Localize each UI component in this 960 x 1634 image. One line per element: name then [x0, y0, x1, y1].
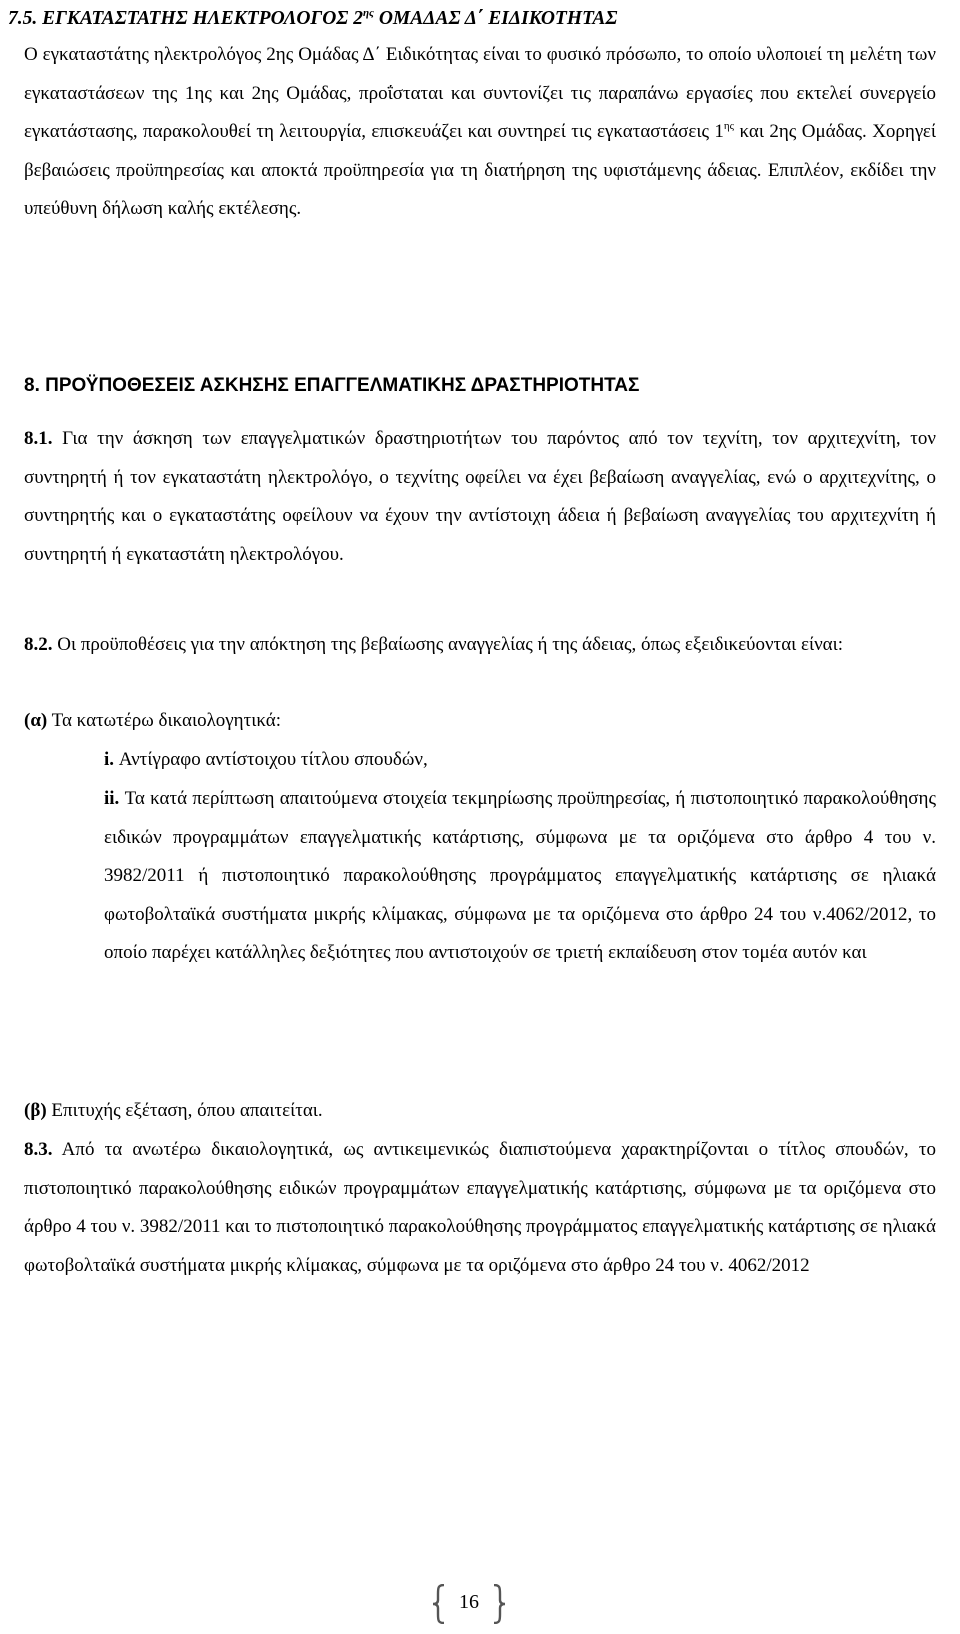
title-post: ΟΜΑΔΑΣ Δ΄ ΕΙΔΙΚΟΤΗΤΑΣ [373, 8, 618, 29]
item-i-text: Αντίγραφο αντίστοιχου τίτλου σπουδών, [114, 749, 428, 770]
body-pre: Ο εγκαταστάτης ηλεκτρολόγος 2ης Ομάδας Δ΄ Ειδικότητας είναι το φυσικό πρόσωπο, το οποίο υλοποιεί τη μελέτη των εγκαταστάσεων της 1ης και 2ης Ομάδας, προΐσταται και συντονίζει τις παραπάνω εργασίες που εκτελεί συνεργείο εγκατάστασης, παρακολουθεί τη λειτουργία, επισκευάζει και συντηρεί τις εγκαταστάσεις 1 [24, 44, 936, 142]
item-a-label: (α) [24, 710, 48, 731]
paragraph-8-1 [24, 420, 936, 574]
title-pre: ΕΓΚΑΤΑΣΤΑΤΗΣ ΗΛΕΚΤΡΟΛΟΓΟΣ 2 [42, 8, 363, 29]
paragraph-8-2-number: 8.2. [24, 634, 53, 655]
right-brace-icon [492, 1584, 506, 1624]
paragraph-8-1-number: 8.1. [24, 428, 53, 449]
item-ii-text: Τα κατά περίπτωση απαιτούμενα στοιχεία τεκμηρίωσης προϋπηρεσίας, ή πιστοποιητικό παρακολούθησης ειδικών προγραμμάτων επαγγελματικής κατάρτισης, σύμφωνα με τα οριζόμενα στο άρθρο 4 του ν. 3982/2011 ή πιστοποιητικό παρακολούθησης προγράμματος επαγγελματικής κατάρτισης σε ηλιακά φωτοβολταϊκά συστήματα μικρής κλίμακας, σύμφωνα με τα οριζόμενα στο άρθρο 24 του ν.4062/2012, το οποίο παρέχει κατάλληλες δεξιότητες που αντιστοιχούν σε τριετή εκπαίδευση στον τομέα αυτόν και [104, 788, 936, 963]
body-sup: ης [723, 120, 735, 132]
item-a-text: Τα κατωτέρω δικαιολογητικά: [47, 710, 281, 731]
paragraph-8-3-text: Από τα ανωτέρω δικαιολογητικά, ως αντικειμενικώς διαπιστούμενα χαρακτηρίζονται ο τίτλος σπουδών, το πιστοποιητικό παρακολούθησης ειδικών προγραμμάτων επαγγελματικής κατάρτισης, σύμφωνα με τα οριζόμενα στο άρθρο 4 του ν. 3982/2011 και το πιστοποιητικό παρακολούθησης προγράμματος επαγγελματικής κατάρτισης σε ηλιακά φωτοβολταϊκά συστήματα μικρής κλίμακας, σύμφωνα με τα οριζόμενα στο άρθρο 24 του ν. 4062/2012 [24, 1139, 936, 1276]
paragraph-8-1-text: Για την άσκηση των επαγγελματικών δραστηριοτήτων του παρόντος από τον τεχνίτη, τον αρχιτεχνίτη, τον συντηρητή ή τον εγκαταστάτη ηλεκτρολόγο, ο τεχνίτης οφείλει να έχει βεβαίωση αναγγελίας, ενώ ο αρχιτεχνίτης, ο συντηρητής και ο εγκαταστάτης οφείλουν να έχουν την αντίστοιχη άδεια ή βεβαίωση αναγγελίας του αρχιτεχνίτη ή συντηρητή ή εγκαταστάτη ηλεκτρολόγου. [24, 428, 936, 565]
item-b [24, 1092, 924, 1131]
item-i [104, 741, 924, 780]
paragraph-8-2 [24, 626, 936, 665]
section-8-heading: 8. ΠΡΟΫΠΟΘΕΣΕΙΣ ΑΣΚΗΣΗΣ ΕΠΑΓΓΕΛΜΑΤΙΚΗΣ ΔΡΑΣΤΗΡΙΟΤΗΤΑΣ [24, 375, 640, 396]
page-number: 16 [459, 1591, 479, 1613]
section-7-5-title [42, 8, 617, 29]
item-i-label: i. [104, 749, 115, 770]
section-7-5-paragraph [24, 36, 936, 229]
item-b-text: Επιτυχής εξέταση, όπου απαιτείται. [46, 1100, 323, 1121]
item-ii-label: ii. [104, 788, 120, 809]
paragraph-8-3 [24, 1131, 936, 1285]
paragraph-8-2-text: Οι προϋποθέσεις για την απόκτηση της βεβαίωσης αναγγελίας ή της άδειας, όπως εξειδικεύονται είναι: [52, 634, 844, 655]
body-post: και 2ης Ομάδας. Χορηγεί βεβαιώσεις προϋπηρεσίας και αποκτά προϋπηρεσία για τη διατήρηση της υφιστάμενης άδειας. Επιπλέον, εκδίδει την υπεύθυνη δήλωση καλής εκτέλεσης. [24, 121, 936, 219]
section-7-5-number: 7.5. [8, 8, 38, 29]
item-a [24, 702, 924, 741]
section-7-5-heading [8, 0, 948, 38]
item-b-label: (β) [24, 1100, 47, 1121]
title-sup: ης [362, 7, 374, 19]
item-ii [104, 780, 936, 973]
page-footer [434, 1584, 504, 1620]
paragraph-8-3-number: 8.3. [24, 1139, 53, 1160]
